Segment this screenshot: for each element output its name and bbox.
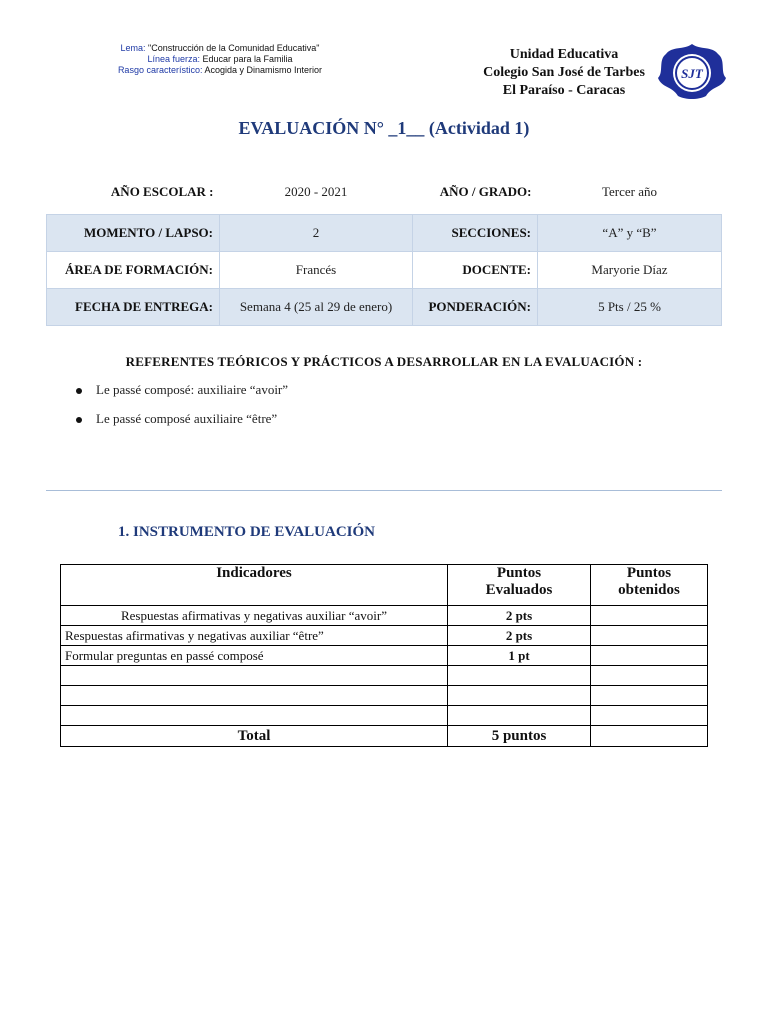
school-line-3: El Paraíso - Caracas — [502, 83, 626, 98]
empty-cell — [448, 706, 591, 726]
obtenidos-cell[interactable] — [591, 606, 708, 626]
linea-fuerza-value: Educar para la Familia — [200, 54, 293, 64]
indicador-cell: Respuestas afirmativas y negativas auxiliar “avoir” — [61, 606, 448, 626]
empty-cell — [591, 666, 708, 686]
empty-cell — [61, 706, 448, 726]
secciones-label: SECCIONES: — [413, 215, 538, 252]
empty-cell — [448, 686, 591, 706]
page-title: EVALUACIÓN N° _1__ (Actividad 1) — [238, 118, 530, 138]
fecha-value: Semana 4 (25 al 29 de enero) — [220, 289, 413, 326]
instrumento-heading: 1. INSTRUMENTO DE EVALUACIÓN — [118, 524, 375, 540]
bullet-icon — [76, 417, 82, 423]
rasgo-label: Rasgo característico: — [117, 65, 203, 75]
ano-grado-value: Tercer año — [538, 170, 722, 215]
evaluation-table — [60, 564, 708, 747]
ano-grado-label: AÑO / GRADO: — [413, 170, 538, 215]
puntos-cell: 2 pts — [448, 606, 591, 626]
momento-value: 2 — [220, 215, 413, 252]
school-line-1: Unidad Educativa — [509, 47, 619, 62]
lema-block — [70, 43, 370, 76]
rasgo-line — [70, 65, 370, 76]
table-row-empty — [61, 686, 708, 706]
col-puntos-obtenidos — [591, 565, 708, 606]
table-row — [61, 626, 708, 646]
ano-escolar-value: 2020 - 2021 — [220, 170, 413, 215]
total-label: Total — [61, 726, 448, 747]
total-obtenidos-cell[interactable] — [591, 726, 708, 747]
info-row-area — [47, 252, 722, 289]
rasgo-value: Acogida y Dinamismo Interior — [202, 65, 323, 75]
col-puntos-evaluados — [448, 565, 591, 606]
docente-value: Maryorie Díaz — [538, 252, 722, 289]
table-row — [61, 606, 708, 626]
table-row-empty — [61, 666, 708, 686]
info-row-ano — [47, 170, 722, 215]
empty-cell — [591, 706, 708, 726]
school-logo — [656, 42, 728, 102]
referente-text: Le passé composé: auxiliaire “avoir” — [96, 382, 289, 397]
table-header-row — [61, 565, 708, 606]
ponderacion-label: PONDERACIÓN: — [413, 289, 538, 326]
total-value: 5 puntos — [448, 726, 591, 747]
bullet-icon — [76, 388, 82, 394]
lema-label: Lema: — [120, 43, 146, 53]
obtenidos-cell[interactable] — [591, 646, 708, 666]
referente-item — [76, 411, 277, 427]
col-puntos-obtenidos-line2: obtenidos — [618, 582, 680, 598]
school-name-block — [468, 46, 660, 100]
ponderacion-value: 5 Pts / 25 % — [538, 289, 722, 326]
puntos-cell: 2 pts — [448, 626, 591, 646]
referentes-heading: REFERENTES TEÓRICOS Y PRÁCTICOS A DESARROLLAR EN LA EVALUACIÓN : — [125, 354, 643, 369]
obtenidos-cell[interactable] — [591, 626, 708, 646]
lema-line — [70, 43, 370, 54]
linea-fuerza-label: Línea fuerza: — [147, 54, 200, 64]
empty-cell — [448, 666, 591, 686]
lema-value: "Construcción de la Comunidad Educativa" — [145, 43, 320, 53]
fecha-label: FECHA DE ENTREGA: — [47, 289, 220, 326]
referente-text: Le passé composé auxiliaire “être” — [96, 411, 278, 426]
secciones-value: “A” y “B” — [538, 215, 722, 252]
col-puntos-evaluados-line2: Evaluados — [485, 582, 553, 598]
puntos-cell: 1 pt — [448, 646, 591, 666]
indicador-cell: Respuestas afirmativas y negativas auxiliar “être” — [61, 626, 448, 646]
referente-item — [76, 382, 288, 398]
ano-escolar-label: AÑO ESCOLAR : — [47, 170, 220, 215]
logo-monogram: SJT — [681, 66, 703, 81]
col-puntos-evaluados-line1: Puntos — [496, 565, 542, 581]
divider — [46, 490, 722, 491]
area-label: ÁREA DE FORMACIÓN: — [47, 252, 220, 289]
docente-label: DOCENTE: — [413, 252, 538, 289]
info-row-momento — [47, 215, 722, 252]
empty-cell — [61, 686, 448, 706]
col-indicadores: Indicadores — [61, 565, 448, 606]
table-row — [61, 646, 708, 666]
empty-cell — [591, 686, 708, 706]
linea-fuerza-line — [70, 54, 370, 65]
momento-label: MOMENTO / LAPSO: — [47, 215, 220, 252]
total-row — [61, 726, 708, 747]
col-puntos-obtenidos-line1: Puntos — [626, 565, 672, 581]
info-row-fecha — [47, 289, 722, 326]
info-table — [46, 170, 722, 326]
indicador-cell: Formular preguntas en passé composé — [61, 646, 448, 666]
table-row-empty — [61, 706, 708, 726]
area-value: Francés — [220, 252, 413, 289]
empty-cell — [61, 666, 448, 686]
school-line-2: Colegio San José de Tarbes — [483, 65, 645, 80]
